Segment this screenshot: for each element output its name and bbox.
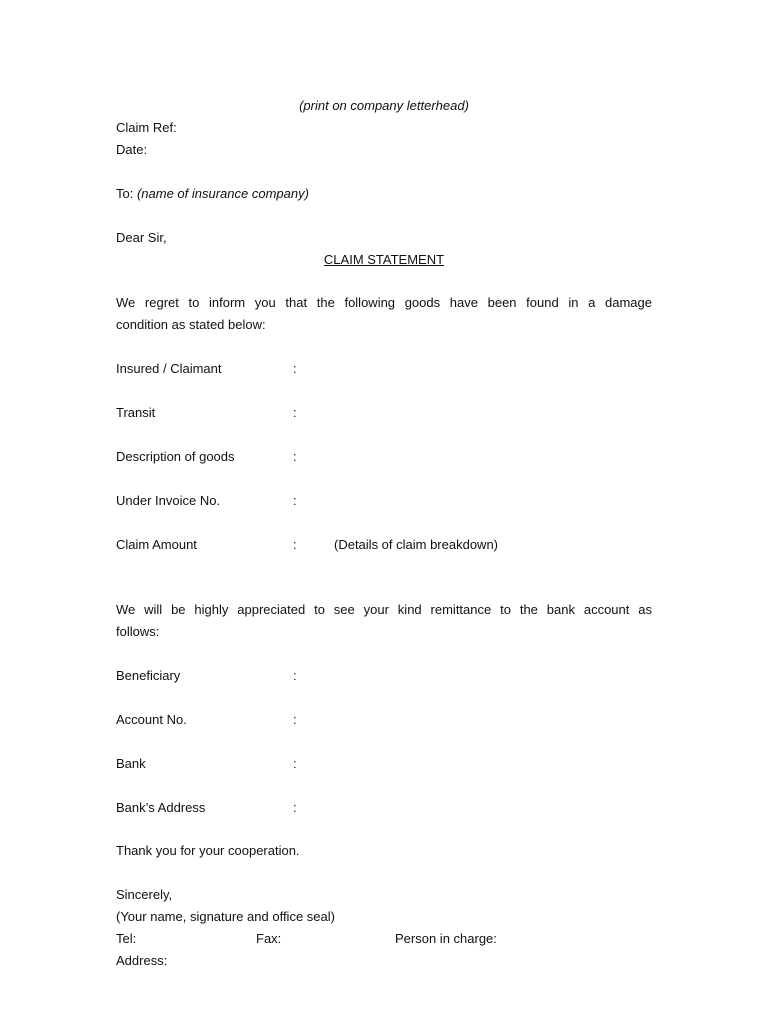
letterhead-note: (print on company letterhead) [299, 98, 469, 113]
signature-note: (Your name, signature and office seal) [116, 909, 335, 924]
recipient-placeholder: (name of insurance company) [136, 186, 309, 201]
field-colon: : [293, 756, 297, 771]
field-label: Bank’s Address [116, 800, 206, 815]
claim-amount-value: (Details of claim breakdown) [334, 537, 499, 552]
field-label: Insured / Claimant [116, 361, 222, 376]
field-label: Claim Amount [116, 537, 197, 552]
field-label: Description of goods [116, 449, 235, 464]
document-heading: CLAIM STATEMENT [323, 252, 445, 267]
closing: Sincerely, [116, 887, 173, 902]
remittance-paragraph [116, 599, 652, 643]
recipient-line [116, 186, 309, 202]
field-colon: : [293, 712, 297, 727]
person-in-charge-label: Person in charge: [395, 931, 497, 946]
claim-ref-label: Claim Ref: [116, 120, 177, 135]
remittance-line-2: follows: [116, 624, 160, 639]
thanks-line: Thank you for your cooperation. [116, 843, 300, 858]
intro-line-2: condition as stated below: [116, 317, 266, 332]
address-label: Address: [116, 953, 168, 968]
date-label: Date: [116, 142, 148, 157]
remittance-line-1: We will be highly appreciated to see your kind remittance to the bank account as [116, 602, 652, 617]
salutation: Dear Sir, [116, 230, 167, 245]
field-label: Under Invoice No. [116, 493, 221, 508]
field-colon: : [293, 361, 297, 376]
field-colon: : [293, 405, 297, 420]
to-label: To: [116, 186, 134, 201]
field-colon: : [293, 493, 297, 508]
field-colon: : [293, 449, 297, 464]
field-label: Bank [116, 756, 146, 771]
tel-label: Tel: [116, 931, 137, 946]
intro-line-1: We regret to inform you that the following goods have been found in a damage [116, 295, 652, 310]
field-label: Beneficiary [116, 668, 181, 683]
field-colon: : [293, 800, 297, 815]
field-colon: : [293, 668, 297, 683]
intro-paragraph [116, 292, 652, 336]
fax-label: Fax: [256, 931, 282, 946]
field-label: Account No. [116, 712, 187, 727]
field-label: Transit [116, 405, 156, 420]
field-colon: : [293, 537, 297, 552]
